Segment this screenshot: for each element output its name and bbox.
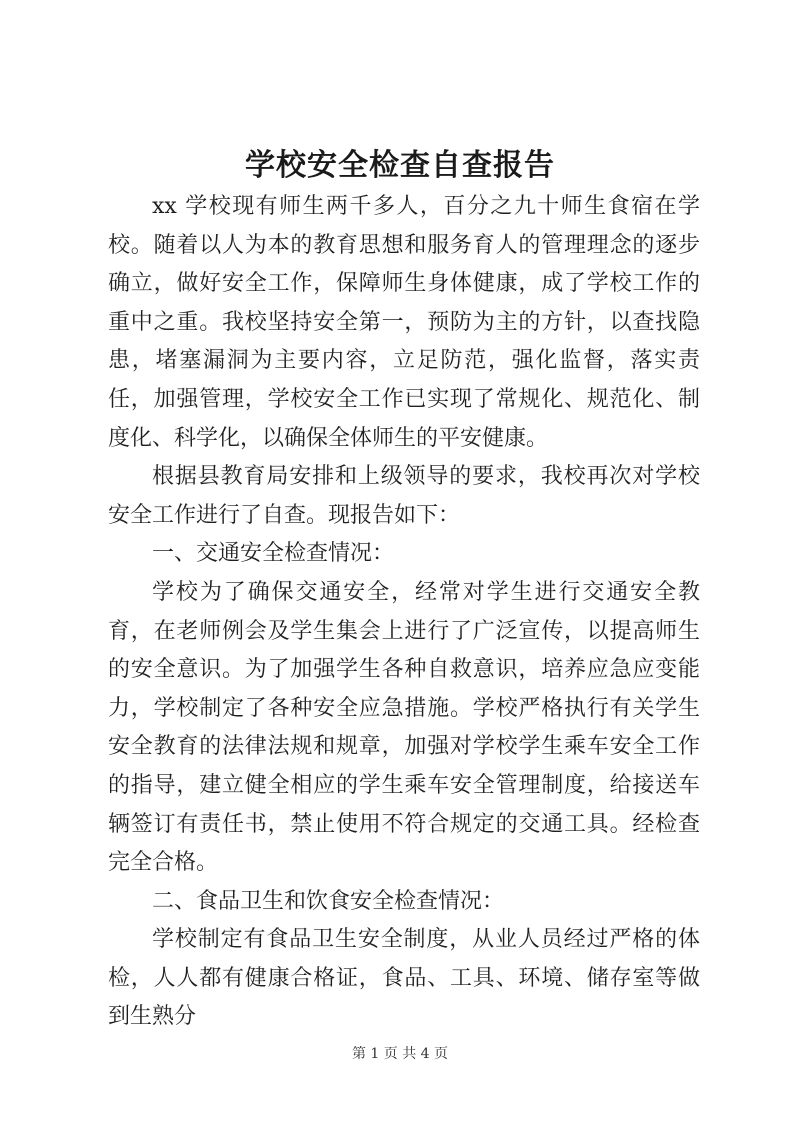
paragraph-food: 学校制定有食品卫生安全制度，从业人员经过严格的体检，人人都有健康合格证，食品、工具、环境、储存室等做到生熟分 (108, 927, 700, 1030)
document-title: 学校安全检查自查报告 (245, 148, 555, 183)
document-body (108, 188, 700, 1037)
section-heading-traffic: 一、交通安全检查情况： (152, 541, 395, 567)
paragraph-report-intro: 根据县教育局安排和上级领导的要求，我校再次对学校安全工作进行了自查。现报告如下： (108, 464, 700, 528)
section-heading-food: 二、食品卫生和饮食安全检查情况： (152, 888, 505, 914)
paragraph-intro: xx 学校现有师生两千多人，百分之九十师生食宿在学校。随着以人为本的教育思想和服务育人的管理理念的逐步确立，做好安全工作，保障师生身体健康，成了学校工作的重中之重。我校坚持安全第一，预防为主的方针，以查找隐患，堵塞漏洞为主要内容，立足防范，强化监督，落实责任，加强管理，学校安全工作已实现了常规化、规范化、制度化、科学化，以确保全体师生的平安健康。 (108, 194, 700, 451)
paragraph-traffic: 学校为了确保交通安全，经常对学生进行交通安全教育，在老师例会及学生集会上进行了广泛宣传，以提高师生的安全意识。为了加强学生各种自救意识，培养应急应变能力，学校制定了各种安全应急措施。学校严格执行有关学生安全教育的法律法规和规章，加强对学校学生乘车安全工作的指导，建立健全相应的学生乘车安全管理制度，给接送车辆签订有责任书，禁止使用不符合规定的交通工具。经检查完全合格。 (108, 579, 700, 876)
page-footer: 第 1 页 共 4 页 (351, 1046, 449, 1062)
